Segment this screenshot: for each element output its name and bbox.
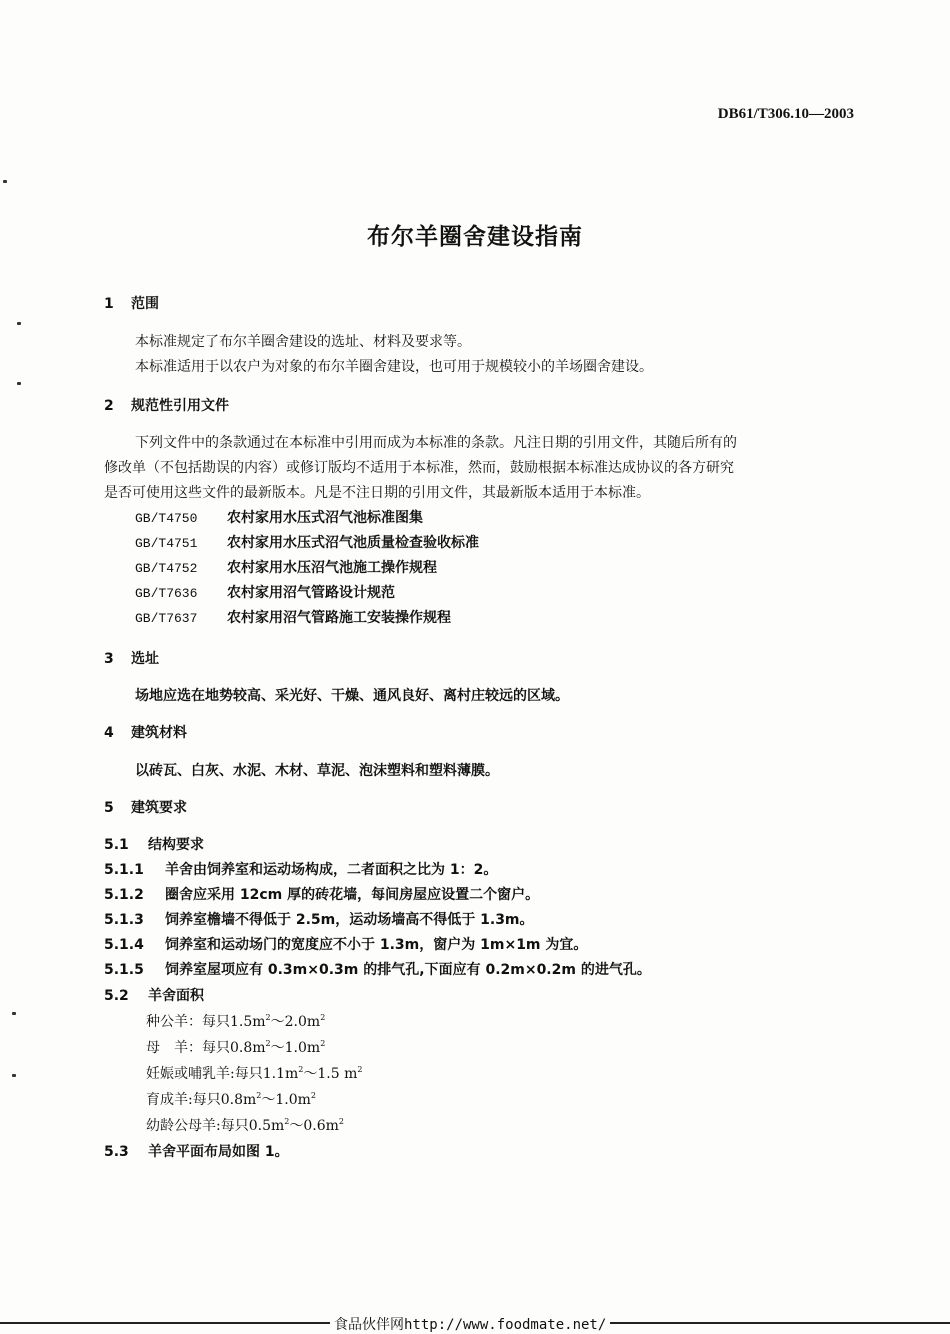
reference-item: GB/T4751 农村家用水压式沼气池质量检查验收标准 [135,535,479,551]
section-1-para-1: 本标准规定了布尔羊圈舍建设的选址、材料及要求等。 [135,334,471,350]
document-code: DB61/T306.10—2003 [717,106,854,122]
section-2-heading: 2 规范性引用文件 [104,398,229,414]
area-item: 母 羊：每只$0.8m^2\sim 1.0m^2$ [146,1039,326,1056]
reference-item: GB/T7637 农村家用沼气管路施工安装操作规程 [135,610,451,626]
clause-item: 5.1.4 饲养室和运动场门的宽度应不小于 1.3m，窗户为 1m×1m 为宜。 [104,937,588,953]
area-item: 妊娠或哺乳羊:每只$1.1m^2\sim 1.5$ $m^2$ [146,1065,363,1082]
scan-speck [17,382,21,385]
section-2-para-line-1: 下列文件中的条款通过在本标准中引用而成为本标准的条款。凡注日期的引用文件，其随后所有的 [135,435,737,451]
scan-speck [3,180,7,183]
scan-speck [12,1074,16,1077]
section-2-para-line-3: 是否可使用这些文件的最新版本。凡是不注日期的引用文件，其最新版本适用于本标准。 [104,485,650,501]
section-2-para-line-2: 修改单（不包括勘误的内容）或修订版均不适用于本标准，然而，鼓励根据本标准达成协议的各方研究 [104,460,734,476]
scan-speck [17,322,21,325]
section-5-heading: 5 建筑要求 [104,800,187,816]
area-item: 育成羊:每只$0.8m^2\sim 1.0m^2$ [146,1091,316,1108]
section-4-heading: 4 建筑材料 [104,725,187,741]
scan-speck [12,1012,16,1015]
section-5-1-heading: 5.1 结构要求 [104,837,204,853]
section-3-para: 场地应选在地势较高、采光好、干燥、通风良好、离村庄较远的区域。 [135,688,569,704]
clause-item: 5.1.5 饲养室屋项应有 0.3m×0.3m 的排气孔,下面应有 0.2m×0.2m 的进气孔。 [104,962,651,978]
clause-item: 5.1.3 饲养室檐墙不得低于 2.5m，运动场墙高不得低于 1.3m。 [104,912,534,928]
clause-item: 5.1.1 羊舍由饲养室和运动场构成，二者面积之比为 1：2。 [104,862,498,878]
section-5-3: 5.3 羊舍平面布局如图 1。 [104,1144,289,1160]
reference-item: GB/T4752 农村家用水压沼气池施工操作规程 [135,560,437,576]
section-5-2-heading: 5.2 羊舍面积 [104,988,204,1004]
reference-item: GB/T7636 农村家用沼气管路设计规范 [135,585,395,601]
section-4-para: 以砖瓦、白灰、水泥、木材、草泥、泡沫塑料和塑料薄膜。 [135,763,499,779]
footer-watermark: 食品伙伴网http://www.foodmate.net/ [330,1314,610,1334]
section-3-heading: 3 选址 [104,651,159,667]
page-title: 布尔羊圈舍建设指南 [367,224,583,250]
reference-item: GB/T4750 农村家用水压式沼气池标准图集 [135,510,423,526]
area-item: 种公羊：每只$1.5m^2\sim 2.0m^2$ [146,1013,326,1030]
clause-item: 5.1.2 圈舍应采用 12cm 厚的砖花墙，每间房屋应设置二个窗户。 [104,887,540,903]
area-item: 幼龄公母羊:每只$0.5m^2\sim 0.6m^2$ [146,1117,344,1134]
section-1-para-2: 本标准适用于以农户为对象的布尔羊圈舍建设，也可用于规模较小的羊场圈舍建设。 [135,359,653,375]
section-1-heading: 1 范围 [104,296,159,312]
